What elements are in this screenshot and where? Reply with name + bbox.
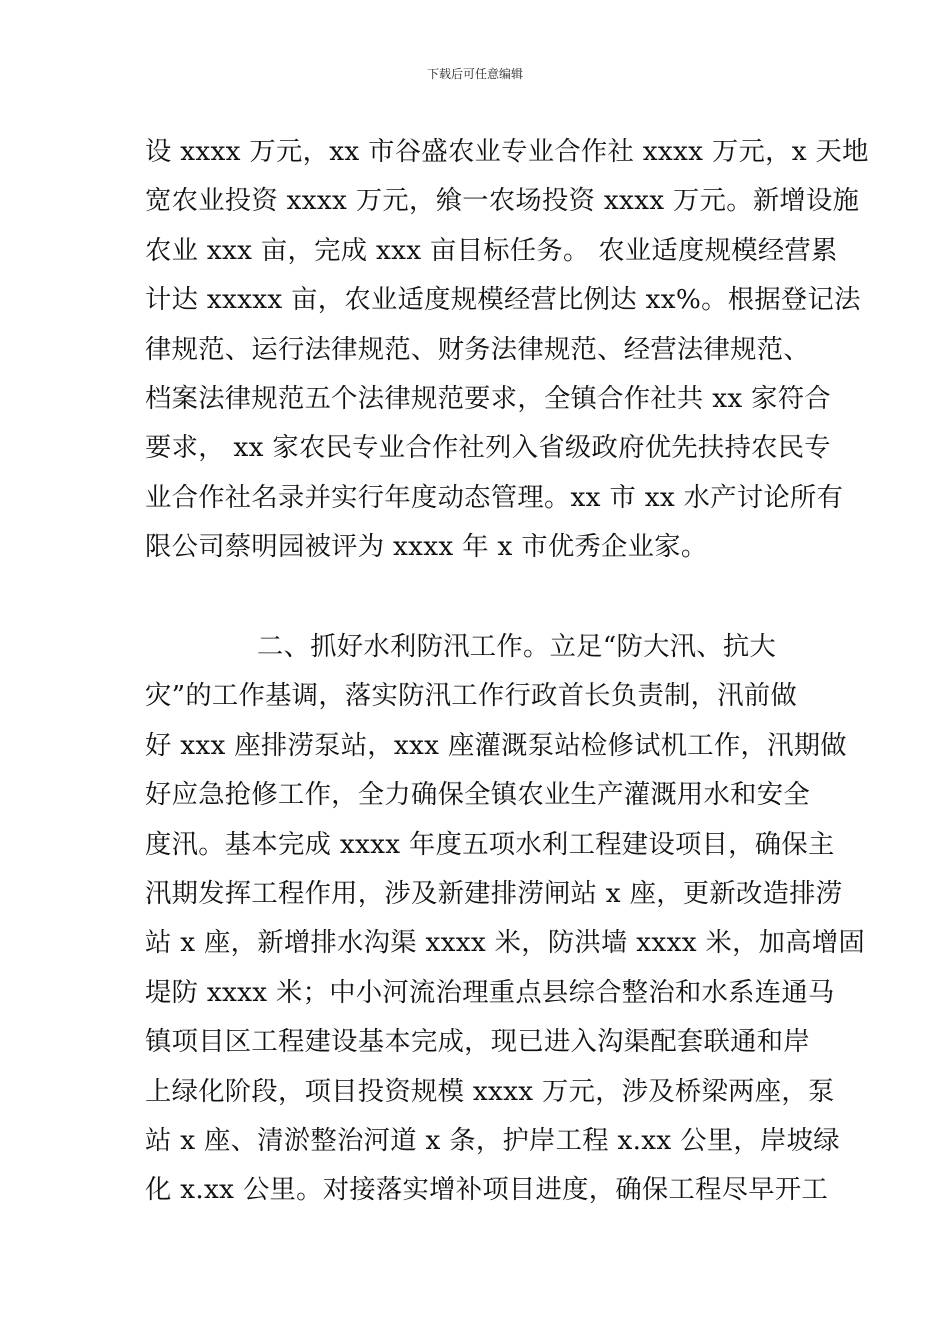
paragraph-line: 镇项目区工程建设基本完成，现已进入沟渠配套联通和岸 (145, 1027, 810, 1058)
page-header: 下载后可任意编辑 (426, 67, 523, 81)
paragraph-line: 计达 xxxxx 亩，农业适度规模经营比例达 xx%。根据登记法 (145, 285, 861, 316)
paragraph-line: 限公司蔡明园被评为 xxxx 年 x 市优秀企业家。 (145, 532, 708, 563)
paragraph-line: 好应急抢修工作，全力确保全镇农业生产灌溉用水和安全 (145, 780, 810, 811)
paragraph-line: 度汛。基本完成 xxxx 年度五项水利工程建设项目，确保主 (145, 829, 835, 860)
paragraph-1 (145, 128, 869, 573)
paragraph-line: 站 x 座、清淤整治河道 x 条，护岸工程 x.xx 公里，岸坡绿 (145, 1125, 840, 1156)
paragraph-line: 灾”的工作基调，落实防汛工作行政首长负责制，汛前做 (145, 681, 798, 712)
paragraph-line: 农业 xxx 亩，完成 xxx 亩目标任务。 农业适度规模经营累 (145, 235, 838, 266)
paragraph-line: 汛期发挥工程作用，涉及新建排涝闸站 x 座，更新改造排涝 (145, 878, 843, 909)
paragraph-line: 上绿化阶段，项目投资规模 xxxx 万元，涉及桥梁两座，泵 (145, 1076, 835, 1107)
paragraph-line: 要求， xx 家农民专业合作社列入省级政府优先扶持农民专 (145, 433, 831, 464)
paragraph-line: 堤防 xxxx 米；中小河流治理重点县综合整治和水系连通马 (145, 977, 835, 1008)
paragraph-line: 业合作社名录并实行年度动态管理。xx 市 xx 水产讨论所有 (145, 482, 844, 513)
paragraph-line: 宽农业投资 xxxx 万元，飨一农场投资 xxxx 万元。新增设施 (145, 186, 860, 217)
paragraph-line: 律规范、运行法律规范、财务法律规范、经营法律规范、 (145, 334, 810, 365)
paragraph-line: 好 xxx 座排涝泵站，xxx 座灌溉泵站检修试机工作，汛期做 (145, 730, 847, 761)
paragraph-line: 档案法律规范五个法律规范要求，全镇合作社共 xx 家符合 (145, 383, 831, 414)
section-heading-line: 二、抓好水利防汛工作。立足“防大汛、抗大 (257, 632, 777, 662)
paragraph-line: 站 x 座，新增排水沟渠 xxxx 米，防洪墙 xxxx 米，加高增固 (145, 928, 866, 959)
paragraph-line: 设 xxxx 万元，xx 市谷盛农业专业合作社 xxxx 万元，x 天地 (145, 137, 869, 167)
paragraph-line: 化 x.xx 公里。对接落实增补项目进度，确保工程尽早开工 (145, 1175, 829, 1206)
paragraph-2 (145, 623, 866, 1216)
